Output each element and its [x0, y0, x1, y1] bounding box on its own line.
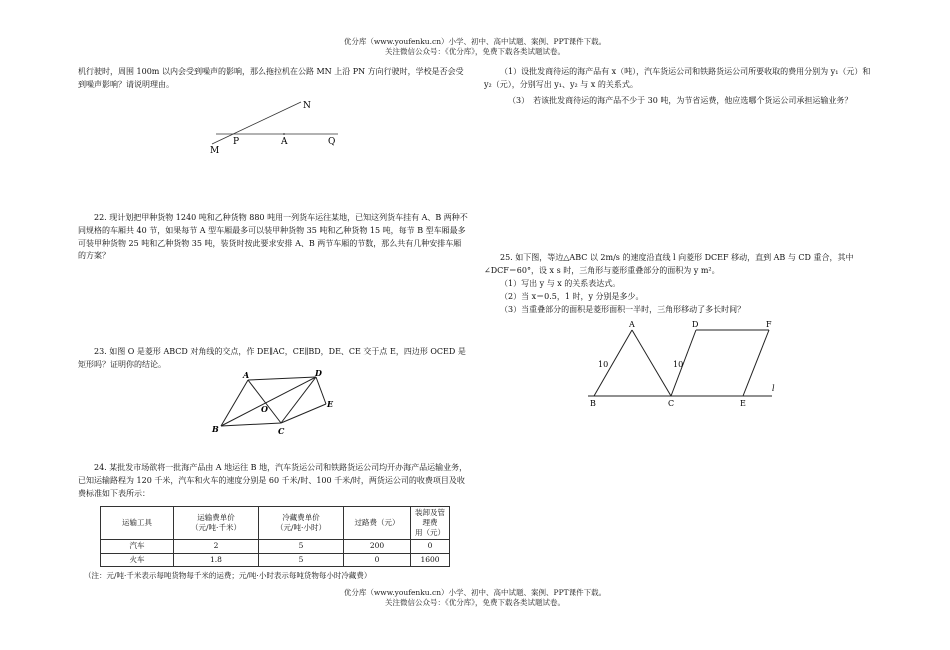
label-e: E	[327, 399, 334, 409]
label-f: F	[766, 320, 772, 329]
question-24-part-1	[484, 66, 876, 92]
table-cell: 0	[411, 540, 450, 553]
question-25-text: 25. 如下图，等边△ABC 以 2m/s 的速度沿直线 l 向菱形 DCEF 移动，直到 AB 与 CD 重合，其中∠DCF＝60°，设 x s 时，三角形与菱形重叠部分的面积为 y m²。	[484, 253, 854, 275]
table-cell: 火车	[101, 553, 174, 566]
side-bc	[221, 423, 281, 426]
table-row	[101, 553, 450, 566]
question-24	[78, 462, 468, 500]
footer-line-1: 优分库（www.youfenku.cn）小学、初中、高中试题、案例、PPT课件下载。	[343, 588, 607, 597]
table-row	[101, 540, 450, 553]
fee-table	[100, 506, 450, 567]
label-p: P	[233, 137, 240, 147]
table-header-cell: 装卸及管理费 用（元）	[411, 507, 450, 540]
q21-figure	[200, 96, 350, 158]
label-d: D	[315, 368, 322, 378]
table-note: （注：元/吨·千米表示每吨货物每千米的运费；元/吨·小时表示每吨货物每小时冷藏费）	[84, 571, 372, 580]
label-q: Q	[328, 137, 336, 147]
header-line-1: 优分库（www.youfenku.cn）小学、初中、高中试题、案例、PPT课件下载。	[343, 37, 607, 46]
side-ac	[632, 330, 671, 396]
table-header-cell: 过路费（元）	[344, 507, 411, 540]
table-header-cell: 运输费单价 （元/吨·千米）	[174, 507, 259, 540]
table-header-cell: 冷藏费单价 （元/吨·小时）	[259, 507, 344, 540]
table-cell: 0	[344, 553, 411, 566]
side-ad	[248, 377, 316, 380]
q25-figure	[586, 316, 786, 412]
label-d: D	[692, 320, 699, 329]
question-21-text: 机行驶时，周围 100m 以内会受到噪声的影响，那么拖拉机在公路 MN 上沿 PN 方向行驶时，学校是否会受到噪声影响？请说明理由。	[78, 67, 464, 89]
table-cell: 1600	[411, 553, 450, 566]
question-25-sub-2: （2）当 x＝0.5，1 时，y 分别是多少。	[500, 291, 644, 301]
question-24-text: 24. 某批发市场欲将一批海产品由 A 地运往 B 地，汽车货运公司和铁路货运公司均开办海产品运输业务，已知运输路程为 120 千米，汽车和火车的速度分别是 60 千米/时、100 千米/时，两货运公司的收费项目及收费标准如下表所示：	[78, 463, 468, 498]
label-c: C	[668, 399, 675, 408]
diagonal-ac	[248, 380, 281, 423]
point-a	[283, 133, 285, 135]
label-o: O	[261, 404, 268, 414]
label-l: l	[772, 384, 775, 393]
side-fe	[743, 330, 769, 396]
page-header	[0, 37, 950, 57]
question-25-parts	[500, 278, 880, 316]
question-22-text: 22. 现计划把甲种货物 1240 吨和乙种货物 880 吨用一列货车运往某地，已知这列货车挂有 A、B 两种不同规格的车厢共 40 节，如果每节 A 型车厢最多可以装甲种货物 35 吨和乙种货物 15 吨，每节 B 型车厢最多可装甲种货物 25 吨和乙种货物 35 吨，装货时按此要求安排 A、B 两节车厢的节数，那么共有几种安排车厢的方案？	[78, 213, 468, 261]
question-25-sub-3: （3）当重叠部分的面积是菱形面积一半时，三角形移动了多长时间？	[500, 304, 746, 314]
question-25	[484, 252, 876, 278]
label-c: C	[278, 426, 285, 436]
label-ab-length: 10	[598, 360, 609, 369]
label-b: B	[590, 399, 596, 408]
table-header-cell: 运输工具	[101, 507, 174, 540]
question-25-sub-1: （1）写出 y 与 x 的关系表达式。	[500, 279, 621, 288]
label-a: A	[281, 137, 288, 147]
header-line-2: 关注微信公众号：《优分库》，免费下载各类试题试卷。	[385, 47, 565, 57]
label-cd-length: 10	[673, 360, 684, 369]
table-header-row	[101, 507, 450, 540]
table-cell: 5	[259, 553, 344, 566]
question-24-part-3	[508, 95, 876, 108]
q23-figure	[208, 368, 338, 440]
question-21	[78, 66, 468, 92]
table-cell: 1.8	[174, 553, 259, 566]
table-cell: 5	[259, 540, 344, 553]
question-24-sub-3: （3） 若该批发商待运的海产品不少于 30 吨，为节省运费，他应选哪个货运公司承担运输业务？	[508, 96, 853, 105]
question-23-text: 23. 如图 O 是菱形 ABCD 对角线的交点，作 DE∥AC，CE∥BD，DE、CE 交于点 E，四边形 OCED 是矩形吗？证明你的结论。	[78, 347, 466, 369]
label-m: M	[210, 146, 220, 156]
label-a: A	[243, 370, 250, 380]
table-cell: 2	[174, 540, 259, 553]
road-line-mn	[212, 102, 301, 144]
label-e: E	[740, 399, 746, 408]
question-24-sub-1: （1）设批发商待运的海产品有 x（吨），汽车货运公司和铁路货运公司所要收取的费用分别为 y₁（元）和 y₂（元），分别写出 y₁、y₂ 与 x 的关系式。	[484, 67, 871, 89]
table-cell: 汽车	[101, 540, 174, 553]
table-cell: 200	[344, 540, 411, 553]
segment-de	[316, 377, 326, 404]
label-a: A	[629, 320, 635, 329]
question-22	[78, 212, 468, 263]
label-b: B	[212, 424, 219, 434]
footer-line-2: 关注微信公众号：《优分库》，免费下载各类试题试卷。	[385, 598, 565, 608]
page-footer	[0, 588, 950, 608]
label-n: N	[303, 101, 311, 111]
